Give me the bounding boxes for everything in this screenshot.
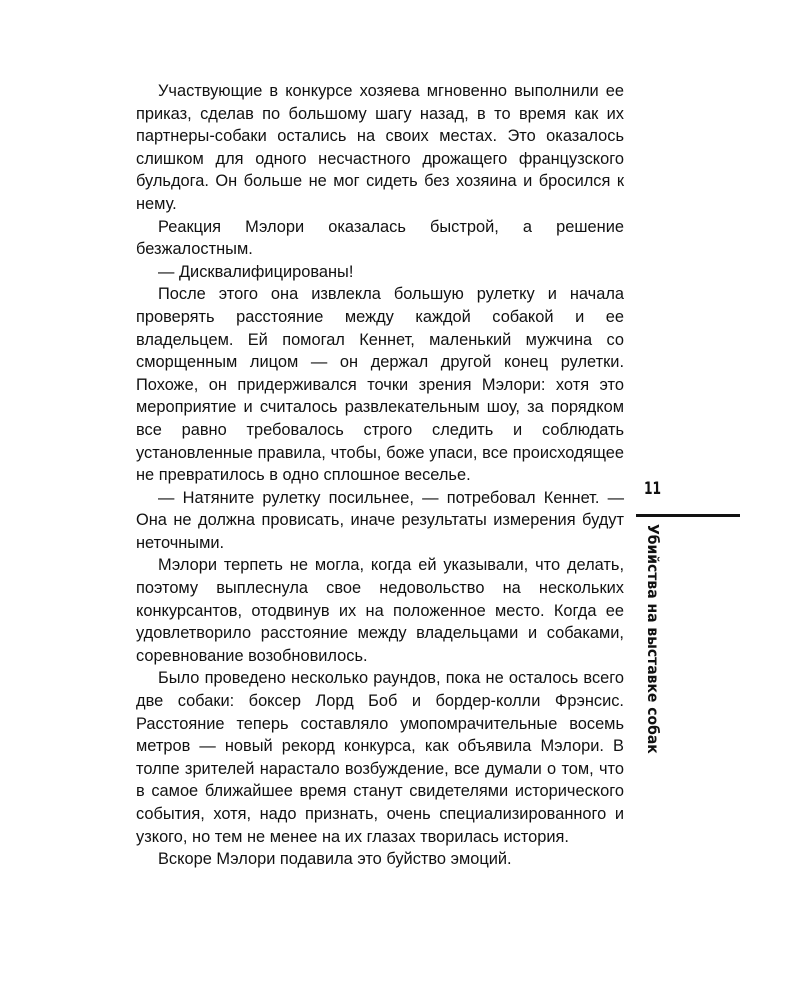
page-number: 11: [644, 479, 662, 499]
paragraph-8: Вскоре Мэлори подавила это буйство эмоций.: [158, 850, 512, 869]
paragraph-3: — Дисквалифицированы!: [158, 262, 354, 281]
side-divider: [636, 514, 740, 517]
paragraph-4: После этого она извлекла большую рулетку и начала проверять расстояние между каждой собакой и ее владельцем. Ей помогал Кеннет, маленький мужчина со сморщенным лицом — он держал другой конец рулетки. Похоже, он придерживался точки зрения Мэлори: хотя это мероприятие и считалось развлекательным шоу, за порядком все равно требовалось строго следить и соблюдать установленные правила, чтобы, боже упаси, все происходящее не превратилось в одно сплошное веселье.: [136, 285, 624, 485]
paragraph-5: — Натяните рулетку посильнее, — потребовал Кеннет. — Она не должна провисать, иначе результаты измерения будут неточными.: [136, 488, 624, 552]
paragraph-2: Реакция Мэлори оказалась быстрой, а решение безжалостным.: [136, 217, 624, 259]
paragraph-6: Мэлори терпеть не могла, когда ей указывали, что делать, поэтому выплеснула свое недовольство на нескольких конкурсантов, отодвинув их на положенное место. Когда ее удовлетворило расстояние между владельцами и собаками, соревнование возобновилось.: [136, 556, 624, 665]
body-text: [136, 80, 624, 871]
running-title: Убийства на выставке собак: [644, 524, 662, 754]
paragraph-7: Было проведено несколько раундов, пока не осталось всего две собаки: боксер Лорд Боб и бордер-колли Фрэнсис. Расстояние теперь составляло умопомрачительные восемь метров — новый рекорд конкурса, как объявила Мэлори. В толпе зрителей нарастало возбуждение, все думали о том, что в самое ближайшее время станут свидетелями исторического события, хотя, надо признать, очень специализированного и узкого, но тем не менее на их глазах творилась история.: [136, 669, 624, 846]
paragraph-1: Участвующие в конкурсе хозяева мгновенно выполнили ее приказ, сделав по большому шагу назад, в то время как их партнеры-собаки остались на своих местах. Это оказалось слишком для одного несчастного дрожащего французского бульдога. Он больше не мог сидеть без хозяина и бросился к нему.: [136, 82, 624, 213]
